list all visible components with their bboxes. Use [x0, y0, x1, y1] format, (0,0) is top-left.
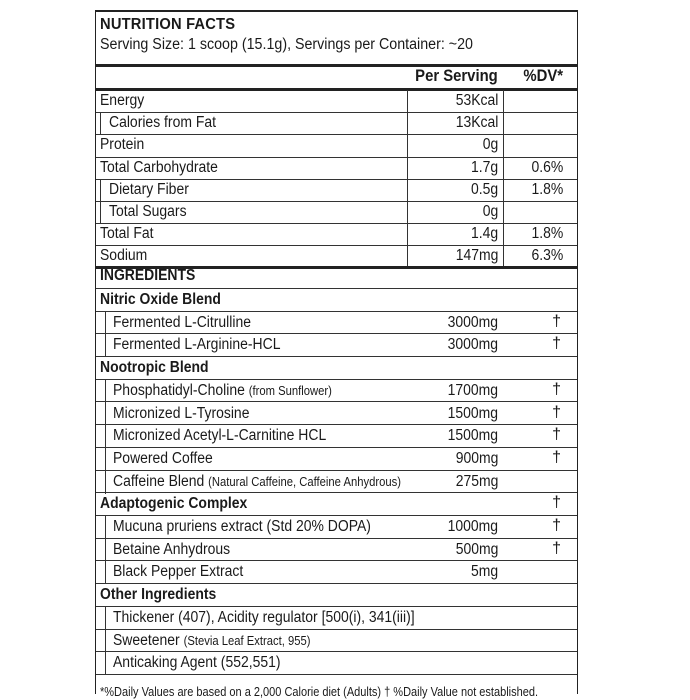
nutrient-label: Dietary Fiber [109, 180, 189, 198]
section-heading: Adaptogenic Complex [100, 495, 248, 513]
nutrient-label: Total Carbohydrate [100, 158, 218, 176]
section-heading: Other Ingredients [100, 586, 217, 604]
section-heading: Nitric Oxide Blend [100, 291, 221, 308]
ingredient-name: Anticaking Agent (552,551) [113, 654, 281, 672]
column-header-row [96, 65, 577, 87]
dagger-mark: † [552, 494, 561, 512]
nutrient-amount: 1.7g [470, 158, 498, 176]
ingredient-name: Phosphatidyl-Choline [113, 381, 245, 399]
dagger-mark: † [552, 403, 561, 421]
ingredient-amount: 1000mg [447, 518, 498, 535]
nutrient-label: Total Sugars [109, 203, 187, 220]
dagger-mark: † [552, 448, 561, 466]
ingredient-note: (Stevia Leaf Extract, 955) [183, 633, 311, 648]
dv-header: %DV* [523, 67, 563, 85]
column-divider [105, 607, 106, 675]
ingredient-name: Thickener (407), Acidity regulator [500(i), 341(iii)] [113, 608, 415, 626]
nutrient-row [96, 134, 577, 156]
ingredient-name: Betaine Anhydrous [113, 540, 231, 558]
column-divider [105, 380, 106, 494]
ingredient-label [113, 427, 326, 445]
ingredient-row [96, 561, 577, 583]
ingredient-row [96, 516, 577, 538]
dagger-mark: † [552, 517, 561, 534]
ingredient-amount: 500mg [455, 540, 498, 558]
ingredient-row [96, 652, 577, 674]
nutrient-label: Sodium [100, 247, 148, 265]
ingredient-amount: 5mg [470, 563, 498, 581]
panel-title: NUTRITION FACTS [100, 16, 236, 33]
column-divider [105, 516, 106, 584]
column-divider [503, 90, 504, 268]
ingredient-name: Mucuna pruriens extract (Std 20% DOPA) [113, 518, 371, 535]
section-heading: Nootropic Blend [100, 359, 209, 377]
ingredient-name: Black Pepper Extract [113, 563, 244, 581]
ingredient-label [113, 473, 401, 491]
nutrient-row [96, 223, 577, 245]
nutrient-dv: 0.6% [531, 158, 563, 176]
nutrient-row [96, 245, 577, 267]
nutrition-facts-panel [95, 10, 578, 699]
ingredient-name: Powered Coffee [113, 449, 213, 467]
nutrient-amount: 0.5g [470, 180, 498, 198]
nutrient-row [96, 112, 577, 134]
ingredient-label [113, 654, 281, 672]
ingredients-heading: INGREDIENTS [100, 267, 196, 284]
nutrient-row [96, 179, 577, 201]
ingredient-name: Micronized Acetyl-L-Carnitine HCL [113, 427, 327, 445]
ingredient-amount: 1700mg [447, 381, 498, 399]
dagger-mark: † [552, 380, 561, 398]
ingredient-label [113, 336, 280, 354]
ingredient-row [96, 380, 577, 402]
dagger-mark: † [552, 426, 561, 444]
ingredient-row [96, 539, 577, 561]
column-divider [100, 112, 101, 134]
ingredient-amount: 1500mg [447, 404, 498, 422]
nutrient-label: Energy [100, 92, 145, 109]
ingredient-amount: 3000mg [447, 313, 498, 331]
nutrient-row [96, 90, 577, 112]
nutrient-label: Calories from Fat [109, 114, 216, 132]
nutrient-amount: 147mg [455, 247, 498, 265]
ingredient-label [113, 632, 311, 650]
ingredient-amount: 1500mg [447, 427, 498, 445]
ingredient-note: (from Sunflower) [248, 383, 332, 398]
ingredient-label [113, 541, 230, 559]
ingredient-row [96, 312, 577, 334]
dagger-mark: † [552, 539, 561, 557]
nutrient-label: Protein [100, 136, 145, 154]
ingredient-name: Fermented L-Citrulline [113, 313, 252, 331]
ingredient-label [113, 405, 249, 423]
section-heading-row [96, 584, 577, 606]
ingredient-label [113, 518, 371, 536]
ingredient-row [96, 471, 577, 493]
nutrient-row [96, 157, 577, 179]
footnote: *%Daily Values are based on a 2,000 Calorie diet (Adults) † %Daily Value not established. [100, 685, 539, 699]
nutrient-amount: 0g [482, 136, 498, 154]
column-divider [100, 179, 101, 223]
ingredient-label [113, 563, 243, 581]
ingredient-name: Caffeine Blend [113, 472, 205, 490]
ingredient-label [113, 609, 415, 627]
ingredient-label [113, 382, 332, 400]
section-heading-row [96, 357, 577, 379]
ingredient-row [96, 630, 577, 652]
nutrient-dv: 1.8% [531, 180, 563, 198]
ingredient-name: Micronized L-Tyrosine [113, 404, 250, 422]
column-divider [105, 312, 106, 357]
per-serving-header: Per Serving [415, 67, 498, 85]
dagger-mark: † [552, 312, 561, 330]
ingredient-row [96, 607, 577, 629]
nutrient-amount: 1.4g [470, 225, 498, 243]
ingredient-label [113, 450, 213, 468]
dagger-mark: † [552, 335, 561, 353]
row-divider [96, 266, 577, 269]
nutrient-label: Total Fat [100, 225, 154, 243]
nutrient-dv: 1.8% [531, 225, 563, 243]
serving-size-line: Serving Size: 1 scoop (15.1g), Servings per Container: ~20 [100, 36, 473, 53]
ingredient-amount: 3000mg [447, 336, 498, 354]
column-divider [407, 90, 408, 268]
row-divider [96, 674, 577, 675]
ingredient-label [113, 314, 251, 332]
ingredient-row [96, 448, 577, 470]
nutrient-row [96, 201, 577, 223]
ingredient-name: Fermented L-Arginine-HCL [113, 336, 281, 354]
nutrient-amount: 0g [482, 203, 498, 220]
ingredient-note: (Natural Caffeine, Caffeine Anhydrous) [208, 474, 401, 489]
section-heading-row [96, 289, 577, 311]
nutrient-dv: 6.3% [531, 247, 563, 265]
nutrient-amount: 13Kcal [455, 114, 498, 132]
ingredient-row [96, 403, 577, 425]
nutrient-amount: 53Kcal [455, 92, 498, 109]
ingredient-row [96, 425, 577, 447]
ingredient-amount: 900mg [455, 449, 498, 467]
ingredient-name: Sweetener [113, 631, 180, 649]
ingredient-row [96, 334, 577, 356]
ingredient-amount: 275mg [455, 472, 498, 490]
section-heading-row [96, 493, 577, 515]
